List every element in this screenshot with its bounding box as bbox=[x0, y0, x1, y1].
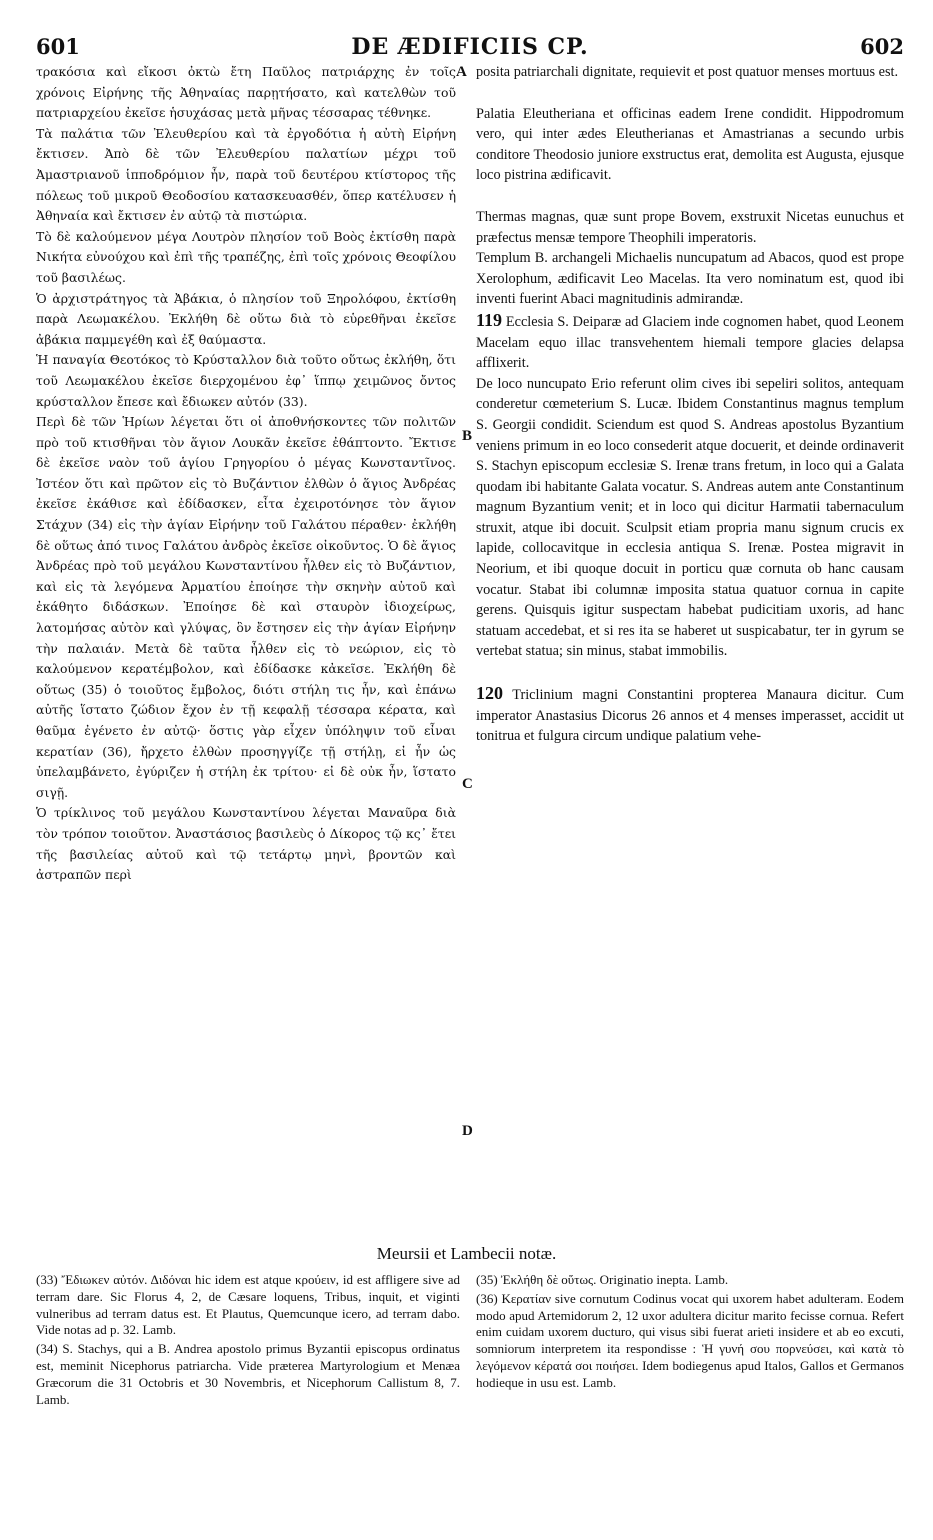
greek-paragraph: Ὁ τρίκλινος τοῦ μεγάλου Κωνσταντίνου λέγεται Μαναῦρα διὰ τὸν τρόπον τοιοῦτον. Ἀναστάσιος βασιλεὺς ὁ Δίκορος τῷ κς᾽ ἔτει τῆς βασιλείας αὐτοῦ καὶ τῷ τετάρτῳ μηνὶ, βροντῶν καὶ ἀστραπῶν περὶ bbox=[36, 805, 456, 883]
footnote: (33) Ἔδιωκεν αὐτόν. Διδόναι hic idem est atque κρούειν, id est affligere sive ad terram dare. Sic Florus 4, 2, de Cæsare loquens, Tribus, inquit, et viginti vulneribus ad terram datus est. Et Plautus, Quemcunque icero, ad terram dabo. Vide notas ad p. 32. Lamb. bbox=[36, 1272, 460, 1338]
margin-marker-b: B bbox=[462, 428, 473, 444]
margin-marker-c: C bbox=[462, 776, 473, 792]
page-number-right: 602 bbox=[860, 34, 904, 59]
page-header bbox=[36, 34, 904, 60]
footnote: (36) Κερατίαν sive cornutum Codinus vocat qui uxorem habet adulteram. Eodem modo apud Artemidorum 2, 12 uxor adultera dicitur marito fecisse cornua. Refert enim cuidam uxorem ducturo, qui visus sibi fuerat arieti insidere et ab eo excuti, somniorum interpretem ita respondisse : Ἡ γυνή σου πορνεύσει, καὶ κατὰ τὸ λεγόμενον κέρατά σοι ποιήσει. Idem bodiegenus apud Italos, Gallos et Germanos hodieque in usu est. Lamb. bbox=[476, 1290, 904, 1390]
latin-paragraph: De loco nuncupato Erio referunt olim cives ibi sepeliri solitos, antequam conderetur cœmeterium S. Lucæ. Ibidem Constantinus magnus templum S. Georgii condidit. Sciendum est quod S. Andreas apostolus Byzantium veniens primum in eo loco consederit atque docuerit, et deinde ordinaverit S. Stachyn episcopum ecclesiæ S. Irenæ trans fretum, in loco qui a Galata quodam ibi habitante Galata vocatur. S. Andreas autem ante Constantinum magnum Byzantium venit; et in loco qui dicitur Harmatii tabernaculum struxit, atque ibi docuit. Sculpsit etiam propria manu signum crucis ex lapide, collocavitque in ecclesia antiqua S. Irenæ. Postea migravit in Neorium, et ibi quoque docuit in porticu quæ cornuta ob hanc causam vocatur. Stabat ibi columnæ imposita statua quatuor cornua in capite gerens. Quisquis igitur suspectam habebat pudicitiam uxoris, ad hanc statuam accedebat, et si res ita se haberet ut suspicabatur, ter in gyrum se vertebat statua; sin minus, stabat immobilis. bbox=[476, 375, 904, 660]
latin-paragraph-text: Triclinium magni Constantini propterea Manaura dicitur. Cum imperator Anastasius Dicorus 26 annos et 4 menses imperasset, accidit ut tonitrua et fulgura circum undique palatium vehe- bbox=[476, 687, 904, 745]
greek-paragraph: τρακόσια καὶ εἴκοσι ὀκτὼ ἔτη Παῦλος πατριάρχης ἐν τοῖς χρόνοις Εἰρήνης τῆς Ἀθηναίας παρῃτήσατο, καὶ κατελθὼν τοῦ πατριαρχείου ἐκεῖσε ἡσυχάσας μετὰ μῆνας τέσσαρας τέθνηκε. bbox=[36, 64, 456, 121]
margin-marker-d: D bbox=[462, 1123, 473, 1139]
notes-left-column bbox=[36, 1272, 460, 1410]
latin-paragraph: Thermas magnas, quæ sunt prope Bovem, exstruxit Nicetas eunuchus et præfectus mensæ tempore Theophili imperatoris. bbox=[476, 208, 904, 246]
greek-paragraph: Περὶ δὲ τῶν Ἡρίων λέγεται ὅτι οἱ ἀποθνήσκοντες τῶν πολιτῶν πρὸ τοῦ κτισθῆναι τὸν ἅγιον Λουκᾶν ἐκεῖσε ἐθάπτοντο. Ἔκτισε δὲ ἐκεῖσε ναὸν τοῦ ἁγίου Γρηγορίου ὁ μέγας Κωνσταντῖνος. Ἰστέον ὅτι καὶ πρῶτον εἰς τὸ Βυζάντιον ἐλθὼν ὁ ἅγιος Ἀνδρέας ἐκεῖσε ἐκάθισε καὶ ἐδίδασκεν, εἶτα ἐχειροτόνησε τὸν ἅγιον Στάχυν (34) εἰς τὴν ἁγίαν Εἰρήνην τοῦ Γαλάτου πέραθεν· ἐκλήθη δὲ οὕτως ἀπό τινος Γαλάτου ἀνδρὸς ἐκεῖσε οἰκοῦντος. Ὁ δὲ ἅγιος Ἀνδρέας πρὸ τοῦ μεγάλου Κωνσταντίνου ἦλθεν εἰς τὸ Βυζάντιον, καὶ εἰς τὰ λεγόμενα Ἀρματίου ἐποίησε τὴν σκηνὴν αὐτοῦ καὶ ἐκάθητο διδάσκων. Ἐποίησε δὲ καὶ σταυρὸν ἰδιοχείρως, λατομήσας αὐτὸν καὶ γλύψας, ὃν ἔστησεν εἰς τὴν ἁγίαν Εἰρήνην τὴν παλαιάν. Μετὰ δὲ ταῦτα ἦλθεν εἰς τὸ νεώριον, εἰς τὸ καλούμενον κερατέμβολον, καὶ ἐδίδασκε κἀκεῖσε. Ἐκλήθη δὲ οὕτως (35) ὁ τοιοῦτος ἔμβολος, διότι στήλη τις ἦν, καὶ ἐπάνω αὐτῆς ἵστατο ζώδιον ἔχον ἐν τῇ κεφαλῇ τέσσαρα κέρατα, καὶ θαῦμα ἐγένετο ἐν αὐτῷ· ὅστις γὰρ εἶχεν ὑπόληψιν τοῦ εἶναι κερατίαν (36), ἤρχετο ἐλθὼν προσηγγίζε τῇ στήλῃ, εἰ ἦν ὡς ὑπελαμβάνετο, ἐγύριζεν ἡ στήλη ἐκ τρίτου· εἰ δὲ οὐκ ἦν, ἵστατο σιγῇ. bbox=[36, 414, 456, 800]
latin-paragraph-text: Ecclesia S. Deiparæ ad Glaciem inde cognomen habet, quod Leonem Macelam equo illac transvehentem hiemali tempore glacies delapsa afflixerit. bbox=[476, 313, 905, 372]
latin-paragraph: Palatia Eleutheriana et officinas eadem Irene condidit. Hippodromum vero, qui inter ædes Eleutherianas et Amastrianas a secundo urbis conditore Theodosio juniore exstructus erat, demolita est Augusta, ejusque loco pistrina ædificavit. bbox=[476, 105, 904, 184]
latin-paragraph-120 bbox=[476, 683, 904, 747]
latin-paragraph: posita patriarchali dignitate, requievit et post quatuor menses mortuus est. bbox=[476, 64, 899, 80]
latin-paragraph: Templum B. archangeli Michaelis nuncupatum ad Abacos, quod est prope Xerolophum, ædificavit Leo Macelas. Ita vero nominatum est, quod ibi inventi fuerint Abaci magnitudinis admirandæ. bbox=[476, 250, 904, 308]
notes-right-column bbox=[476, 1272, 904, 1394]
section-number-120: 120 bbox=[476, 683, 503, 704]
latin-paragraph-119 bbox=[476, 310, 904, 374]
greek-paragraph: Ἡ παναγία Θεοτόκος τὸ Κρύσταλλον διὰ τοῦτο οὕτως ἐκλήθη, ὅτι τοῦ Λεωμακέλου ἐκεῖσε διερχομένου ἐφ᾽ ἵππῳ χειμῶνος ὄντος κρύσταλλον ἔπεσε καὶ ἔδιωκεν αὐτόν (33). bbox=[36, 352, 456, 409]
footnote: (34) S. Stachys, qui a B. Andrea apostolo primus Byzantii episcopus ordinatus est, meminit Nicephorus patriarcha. Vide præterea Martyrologium et Menæa Græcorum die 31 Octobris et 30 Novembris, et Nicephorum Callistum 8, 7. Lamb. bbox=[36, 1341, 460, 1407]
greek-paragraph: Ὁ ἀρχιστράτηγος τὰ Ἀβάκια, ὁ πλησίον τοῦ Ξηρολόφου, ἐκτίσθη παρὰ Λεωμακέλου. Ἐκλήθη δὲ οὕτω διὰ τὸ εὑρεθῆναι ἐκεῖσε ἀβάκια παμμεγέθη καὶ ἐξ θαύμαστα. bbox=[36, 290, 456, 347]
notes-title: Meursii et Lambecii notæ. bbox=[376, 1244, 557, 1263]
greek-column bbox=[36, 62, 456, 886]
section-number-119: 119 bbox=[476, 309, 503, 330]
running-title: DE ÆDIFICIIS CP. bbox=[351, 34, 589, 60]
margin-marker-a: A bbox=[456, 64, 467, 80]
footnote: (35) Ἐκλήθη δὲ οὕτως. Originatio inepta. Lamb. bbox=[476, 1272, 729, 1287]
greek-paragraph: Τὸ δὲ καλούμενον μέγα Λουτρὸν πλησίον τοῦ Βοὸς ἐκτίσθη παρὰ Νικήτα εὐνούχου καὶ ἐπὶ τῆς τραπέζης, ἐπὶ τοῖς χρόνοις Θεοφίλου τοῦ βασιλέως. bbox=[36, 228, 456, 285]
latin-column bbox=[476, 62, 904, 747]
greek-paragraph: Τὰ παλάτια τῶν Ἐλευθερίου καὶ τὰ ἐργοδότια ἡ αὐτὴ Εἰρήνη ἔκτισεν. Ἀπὸ δὲ τῶν Ἐλευθερίου παλατίων μέχρι τοῦ Ἀμαστριανοῦ ἱπποδρόμιον ἦν, παρὰ τοῦ δευτέρου κτίστορος τῆς πόλεως τοῦ μικροῦ Θεοδοσίου κατασκευασθέν, ὅπερ κατέλυσεν ἡ Ἀθηναία καὶ ἔκτισεν ἐν αὐτῷ τὰ πιστώρια. bbox=[36, 125, 456, 224]
page-number-left: 601 bbox=[36, 34, 80, 59]
